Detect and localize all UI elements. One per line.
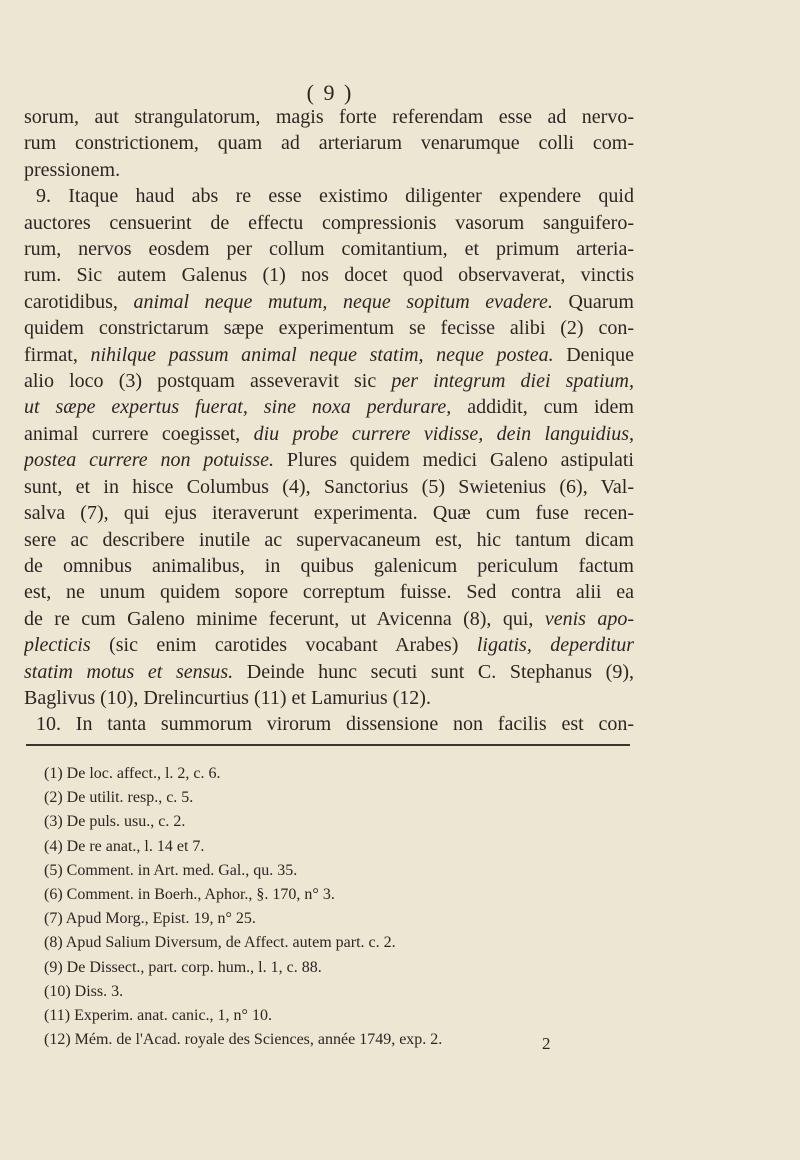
italic-quote: postea currere non potuisse. bbox=[24, 449, 274, 472]
text-line: quidem constrictarum sæpe experimentum se fecisse alibi (2) con- bbox=[24, 317, 634, 340]
footnote: (1) De loc. affect., l. 2, c. 6. bbox=[44, 765, 221, 782]
footnote: (9) De Dissect., part. corp. hum., l. 1, c. 88. bbox=[44, 958, 322, 976]
footnote: (8) Apud Salium Diversum, de Affect. autem part. c. 2. bbox=[44, 934, 396, 952]
text-line: sorum, aut strangulatorum, magis forte referendam esse ad nervo- bbox=[24, 106, 634, 128]
footnote: (4) De re anat., l. 14 et 7. bbox=[44, 837, 205, 855]
text-line: animal currere coegisset, diu probe currere vidisse, dein languidius, bbox=[24, 422, 634, 445]
footnote: (10) Diss. 3. bbox=[44, 982, 124, 1000]
body-text bbox=[24, 104, 634, 738]
text-line: rum, nervos eosdem per collum comitantium, et primum arteria- bbox=[24, 238, 634, 261]
italic-quote: ut sæpe expertus fuerat, sine noxa perdurare, bbox=[24, 396, 452, 419]
footnote: (6) Comment. in Boerh., Aphor., §. 170, n° 3. bbox=[44, 886, 335, 904]
italic-quote: per integrum diei spatium, bbox=[391, 370, 634, 393]
italic-quote: nihilque passum animal neque statim, neque postea. bbox=[90, 343, 554, 366]
text-line: auctores censuerint de effectu compressionis vasorum sanguifero- bbox=[24, 211, 634, 234]
text-line: plecticis (sic enim carotides vocabant Arabes) ligatis, deperditur bbox=[24, 634, 634, 657]
footnote: (5) Comment. in Art. med. Gal., qu. 35. bbox=[44, 861, 298, 879]
text-line: sere ac describere inutile ac supervacaneum est, hic tantum dicam bbox=[24, 528, 634, 551]
footnote: (3) De puls. usu., c. 2. bbox=[44, 813, 186, 831]
text-line: postea currere non potuisse. Plures quidem medici Galeno astipulati bbox=[24, 449, 634, 472]
footnote: (2) De utilit. resp., c. 5. bbox=[44, 789, 194, 807]
text-line: pressionem. bbox=[24, 158, 121, 181]
footnote: (7) Apud Morg., Epist. 19, n° 25. bbox=[44, 910, 256, 928]
text-line: salva (7), qui ejus iteraverunt experimenta. Quæ cum fuse recen- bbox=[24, 502, 634, 525]
text-line: carotidibus, animal neque mutum, neque sopitum evadere. Quarum bbox=[24, 290, 634, 313]
text-line: statim motus et sensus. Deinde hunc secuti sunt C. Stephanus (9), bbox=[24, 660, 634, 683]
italic-quote: animal neque mutum, neque sopitum evadere. bbox=[133, 290, 553, 313]
text-line: rum constrictionem, quam ad arteriarum venarumque colli com- bbox=[24, 132, 634, 155]
text-line: alio loco (3) postquam asseveravit sic per integrum diei spatium, bbox=[24, 370, 634, 393]
italic-quote: statim motus et sensus. bbox=[24, 660, 234, 683]
text-line: 10. In tanta summorum virorum dissensione non facilis est con- bbox=[36, 713, 634, 736]
footnote-rule bbox=[26, 744, 630, 746]
text-line: est, ne unum quidem sopore correptum fuisse. Sed contra alii ea bbox=[24, 581, 634, 604]
footnote: (11) Experim. anat. canic., 1, n° 10. bbox=[44, 1007, 272, 1025]
italic-quote: plecticis bbox=[24, 634, 91, 657]
page-number: ( 9 ) bbox=[306, 80, 354, 105]
italic-quote: venis apo- bbox=[544, 607, 634, 630]
text-line: sunt, et in hisce Columbus (4), Sanctorius (5) Swietenius (6), Val- bbox=[24, 475, 634, 498]
footnote: (12) Mém. de l'Acad. royale des Sciences, année 1749, exp. 2. bbox=[44, 1031, 443, 1049]
text-line: de re cum Galeno minime fecerunt, ut Avicenna (8), qui, venis apo- bbox=[24, 607, 634, 630]
italic-quote: ligatis, deperditur bbox=[476, 634, 634, 657]
text-line: firmat, nihilque passum animal neque statim, neque postea. Denique bbox=[24, 343, 634, 366]
italic-quote: diu probe currere vidisse, dein languidius, bbox=[253, 422, 634, 445]
text-line: ut sæpe expertus fuerat, sine noxa perdurare, addidit, cum idem bbox=[24, 396, 634, 419]
text-line: 9. Itaque haud abs re esse existimo diligenter expendere quid bbox=[36, 185, 634, 208]
text-line: rum. Sic autem Galenus (1) nos docet quod observaverat, vinctis bbox=[24, 264, 634, 287]
signature-mark: 2 bbox=[542, 1034, 551, 1053]
text-line: Baglivus (10), Drelincurtius (11) et Lamurius (12). bbox=[24, 686, 431, 709]
text-line: de omnibus animalibus, in quibus galenicum periculum factum bbox=[24, 554, 634, 577]
footnotes bbox=[44, 762, 584, 1052]
